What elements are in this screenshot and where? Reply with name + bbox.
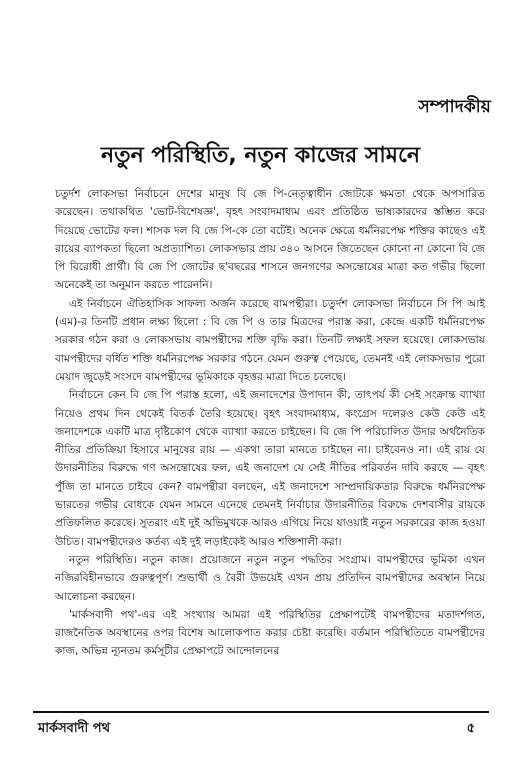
article-body — [55, 185, 485, 661]
paragraph: 'মার্কসবাদী পথ'-এর এই সংখ্যায় আমরা এই পরিস্থিতির প্রেক্ষাপটেই বামপন্থীদের মতাদর্শগত, রাজনৈতিক অবস্থানের ওপর বিশেষ আলোকপাত করার চেষ্টা করেছি। বর্তমান পরিস্থিতিতে বামপন্থীদের কাজ, অভিন্ন ন্যূনতম কর্মসূচীর প্রেক্ষাপটে আন্দোলনের — [55, 608, 485, 658]
page-number: ৫ — [466, 721, 475, 736]
page-footer — [33, 711, 489, 739]
section-label: সম্পাদকীয় — [418, 97, 491, 117]
publication-name: মার্কসবাদী পথ — [38, 721, 110, 736]
paragraph: নতুন পরিস্থিতি। নতুন কাজ। প্রয়োজনে নতুন নতুন পদ্ধতির সংগ্রাম। বামপন্থীদের ভূমিকা এখন নজিরবিহীনভাবে গুরুত্বপূর্ণ। শুভার্থী ও বৈরী উভয়েই এখন প্রায় প্রতিদিন বামপন্থীদের অবস্থান নিয়ে আলোচনা করছেন। — [55, 553, 485, 603]
paragraph: এই নির্বাচনে ঐতিহাসিক সাফল্য অর্জন করেছে বামপন্থীরা। চতুর্দশ লোকসভা নির্বাচনে সি পি আই (এম)-র তিনটি প্রধান লক্ষ্য ছিলো : বি জে পি ও তার মিত্রদের পরাস্ত করা, কেন্দ্রে একটি ধর্মনিরপেক্ষ সরকার গঠন করা ও লোকসভায় বামপন্থীদের শক্তি বৃদ্ধি করা। তিনটি লক্ষ্যই সফল হয়েছে। লোকসভায় বামপন্থীদের বর্ধিত শক্তি ধর্মনিরপেক্ষ সরকার গঠনে যেমন গুরুত্ব পেয়েছে, তেমনই এই লোকসভার পুরো মেয়াদ জুড়েই সংসদে বামপন্থীদের ভূমিকাকে বৃহত্তর মাত্রা দিতে চলেছে। — [55, 297, 485, 383]
article-title: নতুন পরিস্থিতি, নতুন কাজের সামনে — [100, 143, 420, 168]
paragraph: চতুর্দশ লোকসভা নির্বাচনে দেশের মানুষ বি জে পি-নেতৃত্বাধীন জোটকে ক্ষমতা থেকে অপসারিত করেছেন। তথাকথিত 'ভোট-বিশেষজ্ঞ', বৃহৎ সংবাদমাধ্যম এবং প্রতিষ্ঠিত ভাষ্যকারদের স্তম্ভিত করে দিয়েছে ভোটের ফল। শাসক দল বি জে পি-কে তো বটেই। অনেক ক্ষেত্রে ধর্মনিরপেক্ষ শক্তির কাছেও এই রায়ের ব্যাপকতা ছিলো অপ্রত্যাশিত। লোকসভার প্রায় ৩৪০ আসনে জিতেছেন কোনো না কোনো বি জে পি বিরোধী প্রার্থী। বি জে পি জোটের ছ'বছরের শাসনে জনগণের অসন্তোষের মাত্রা কত গভীর ছিলো অনেকেই তা অনুমান করতে পারেননি। — [55, 188, 485, 292]
paragraph: নির্বাচনে কেন বি জে পি পরাস্ত হলো, এই জনাদেশের উপাদান কী, তাৎপর্য কী সেই সংক্রান্ত ব্যাখ্যা নিয়েও প্রথম দিন থেকেই বিতর্ক তৈরি হয়েছে। বৃহৎ সংবাদমাধ্যম, কংগ্রেস দলেরও কেউ কেউ এই জনাদেশকে একটি মাত্র দৃষ্টিকোণ থেকে ব্যাখ্যা করতে চাইছেন। বি জে পি পরিচালিত উদার অর্থনৈতিক নীতির প্রতিক্রিয়া হিসাবে মানুষের রায় — একথা তারা মানতে চাইছেন না। চাইবেনও না। এই রায় যে উদারনীতির বিরুদ্ধে গণ অসন্তোষের ফল, এই জনাদেশ যে সেই নীতির পরিবর্তন দাবি করছে — বৃহৎ পুঁজি তা মানতে চাইবে কেন? বামপন্থীরা বলছেন, এই জনাদেশে সাম্প্রদায়িকতার বিরুদ্ধে ধর্মনিরপেক্ষ ভারতের গভীর বোধকে যেমন সামনে এনেছে তেমনই নির্বাচার উদারনীতির বিরুদ্ধে দেশবাসীর রায়কে প্রতিফলিত করেছে। সুতরাং এই দুই অভিমুখকে আরও এগিয়ে নিয়ে যাওয়াই নতুন সরকারের কাজ হওয়া উচিত। বামপন্থীদেরও কর্তব্য এই দুই লড়াইকেই আরও শক্তিশালী করা। — [55, 389, 485, 548]
